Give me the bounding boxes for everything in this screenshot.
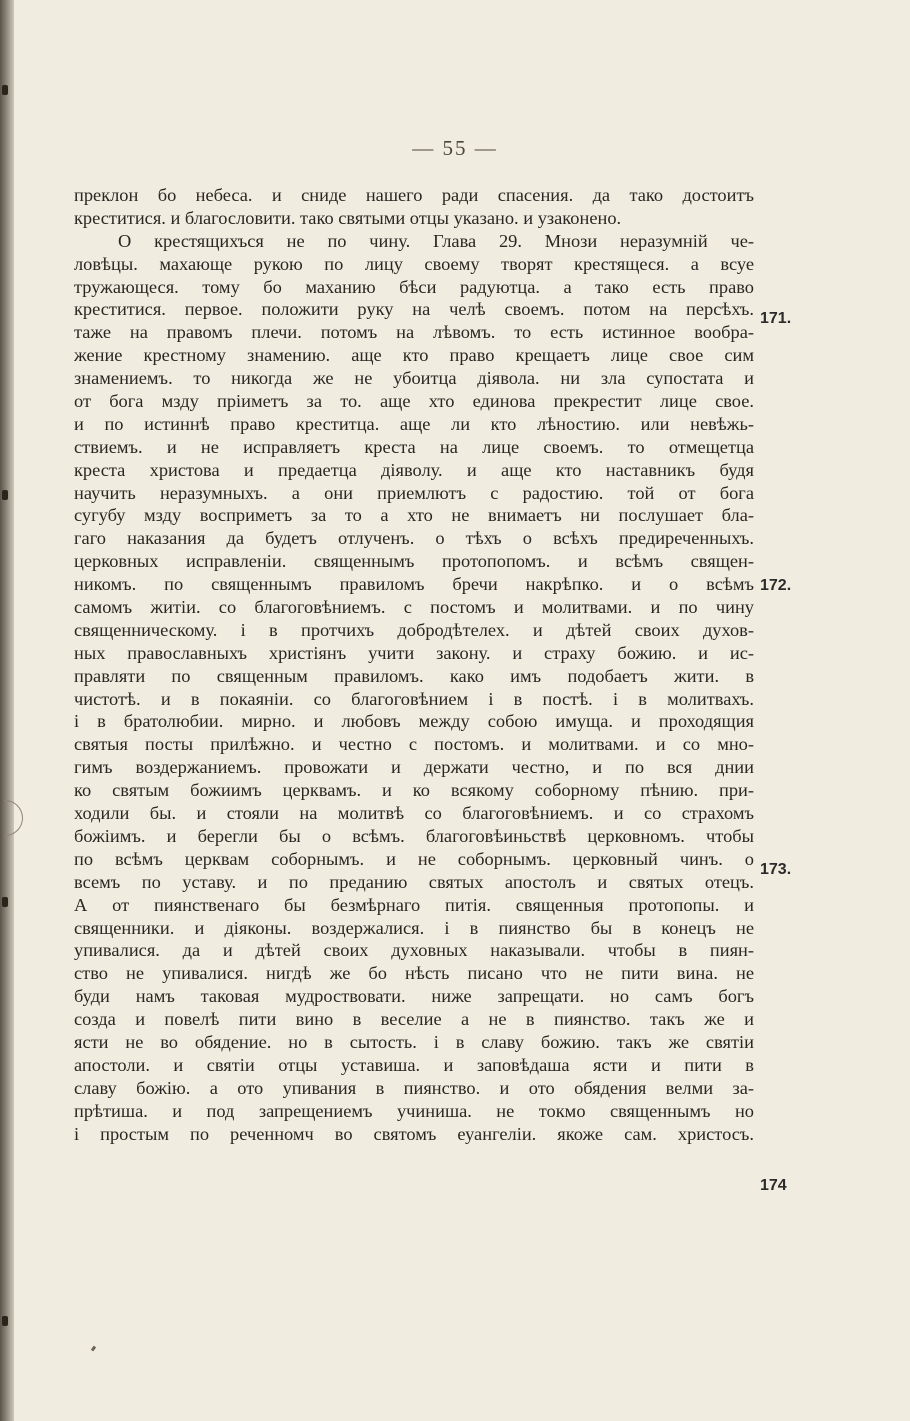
text-line: преклон бо небеса. и сниде нашего ради спасения. да тако достоитъ [74,185,754,205]
text-line: сугубу мзду восприметъ за то а хто не внимаетъ ни послушает бла- [74,505,754,526]
text-line: креста христова и предаетца дiяволу. и аще кто наставникъ будя [74,459,754,480]
text-line: по всѣмъ церквам соборнымъ. и не соборнымъ. церковный чинъ. о [74,848,754,869]
text-line: всемъ по уставу. и по преданию святых апостолъ и святых отецъ. [74,871,754,892]
text-line: i в братолюбии. мирно. и любовъ между собою имуща. и проходящия [74,711,754,732]
text-line: креститися. и благословити. тако святыми отцы указано. и узаконено. [74,207,622,228]
text-line: ко святым божиимъ церквамъ. и ко всякому соборному пѣнию. при- [74,780,754,801]
page-number: — 55 — [412,136,498,160]
text-line: ных православныхъ христiянъ учити закону. и страху божию. и ис- [74,642,754,663]
text-line: прѣтиша. и под запрещениемъ учиниша. не токмо священнымъ но [74,1100,754,1121]
text-line: гимъ воздержаниемъ. провожати и держати честно, и по вся днии [74,757,754,778]
text-line: божiимъ. и берегли бы о всѣмъ. благоговѣиньствѣ церковномъ. чтобы [74,825,754,846]
text-line: таже на правомъ плечи. потомъ на лѣвомъ. то есть истинное вообра- [74,322,754,343]
text-line: славу божiю. а ото упивания в пиянство. и ото обядения велми за- [74,1077,754,1098]
text-line: упивалися. да и дѣтей своих духовных наказывали. чтобы в пиян- [74,940,754,961]
page-edge-mark [4,800,23,836]
text-line: креститися. первое. положити руку на челѣ своемъ. потом на персѣхъ. [74,299,754,320]
text-line: i простым по реченномч во святомъ еуангелiи. якоже сам. христосъ. [74,1123,754,1144]
text-line: созда и повелѣ пити вино в веселие а не в пиянство. такъ же и [74,1009,754,1030]
text-line: ствиемъ. и не исправляетъ креста на лице своемъ. то отмещетца [74,436,754,457]
book-spine [0,0,14,1421]
margin-note: 172. [760,577,792,594]
text-line: священническому. i в протчихъ добродѣтелех. и дѣтей своих духов- [74,619,754,640]
margin-note: 174 [760,1177,787,1194]
text-line: чистотѣ. и в покаянiи. со благоговѣнием i в постѣ. i в молитвахъ. [74,688,754,709]
text-line: жение крестному знамению. аще кто право крещаетъ лице свое сим [74,345,754,366]
margin-note: 173. [760,861,792,878]
binding-mark [2,85,8,95]
text-line: никомъ. по священнымъ правиломъ бречи накрѣпко. и о всѣмъ [74,574,754,595]
text-line: самомъ житiи. со благоговѣниемъ. с постомъ и молитвами. и по чину [74,597,754,618]
text-line: тружающеся. тому бо маханию бѣси радуютца. а тако есть право [74,276,754,297]
binding-mark [2,1316,8,1326]
text-line: от бога мзду прiиметъ за то. аще хто единова прекрестит лице свое. [74,391,754,412]
text-line: правляти по священным правиломъ. како имъ подобаетъ жити. в [74,665,754,686]
text-line: ловѣцы. махающе рукою по лицу своему творят крестящеся. а всуе [74,253,754,274]
text-line: и по истиннѣ право креститца. аще ли кто лѣностию. или невѣжь- [74,413,754,434]
text-line: ясти не во обядение. но в сытость. i в славу божию. такъ же святiи [74,1031,754,1052]
body-text [74,184,754,1145]
text-line: ство не упивалися. нигдѣ же бо нѣсть писано что не пити вина. не [74,963,754,984]
text-line: гаго наказания да будетъ отлученъ. о тѣхъ о всѣхъ предиреченныхъ. [74,528,754,549]
chapter-heading-line: О крестящихъся не по чину. Глава 29. Мнози неразумнiй че- [118,230,754,251]
text-line: апостоли. и святiи отцы уставиша. и заповѣдаша ясти и пити в [74,1054,754,1075]
text-line: научить неразумныхъ. а они приемлютъ с радостию. той от бога [74,482,754,503]
text-line: ходили бы. и стояли на молитвѣ со благоговѣниемъ. и со страхомъ [74,803,754,824]
text-line: церковных исправленiи. священнымъ протопопомъ. и всѣмъ священ- [74,551,754,572]
text-line: священники. и дiяконы. воздержалися. i в пиянство бы в конецъ не [74,917,754,938]
binding-mark [2,897,8,907]
text-line: А от пиянственаго бы безмѣрнаго питiя. священныя протопопы. и [74,894,754,915]
text-line: знамениемъ. то никогда же не убоитца дiявола. ни зла супостата и [74,368,754,389]
text-line: святыя посты прилѣжно. и честно с постомъ. и молитвами. и со мно- [74,734,754,755]
paper-speck [91,1346,96,1352]
binding-mark [2,490,8,500]
text-line: буди намъ таковая мудроствовати. ниже запрещати. но самъ богъ [74,986,754,1007]
margin-note: 171. [760,310,792,327]
